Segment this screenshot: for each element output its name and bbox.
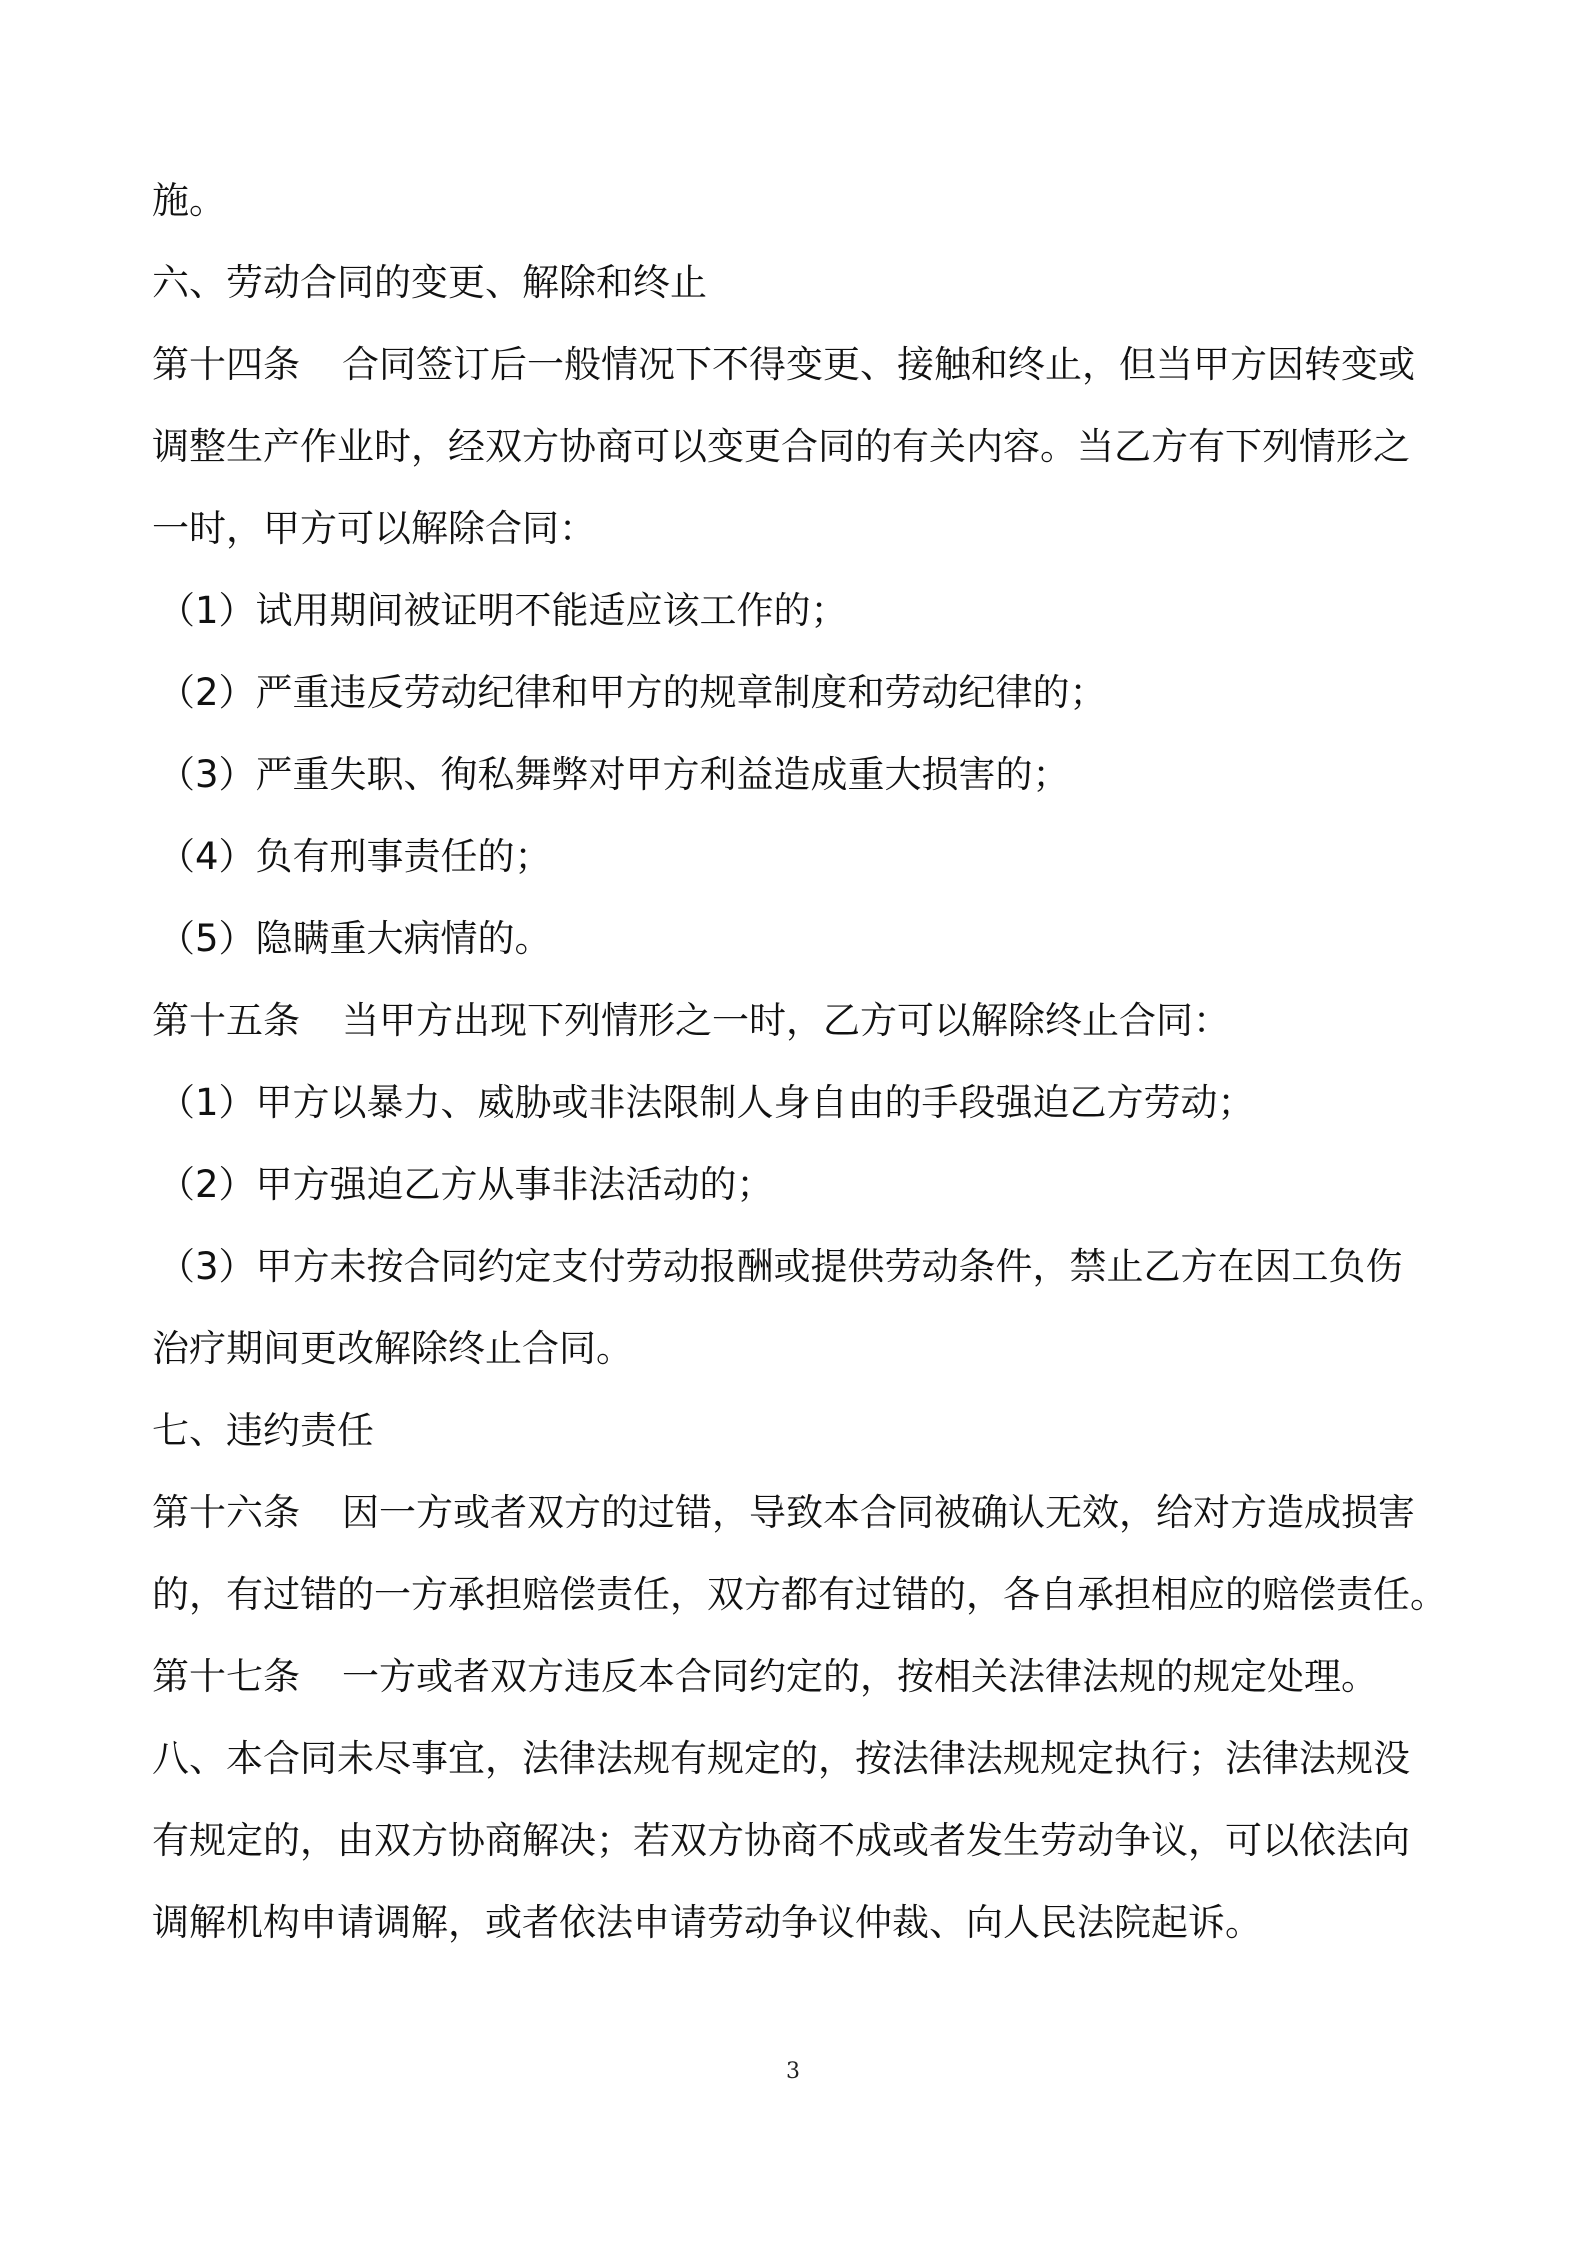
list-item: （5）隐瞒重大病情的。 (158, 917, 552, 960)
list-item: （1）试用期间被证明不能适应该工作的； (158, 589, 848, 632)
text-line: 有规定的，由双方协商解决；若双方协商不成或者发生劳动争议，可以依法向 (152, 1819, 1410, 1862)
list-item: （2）甲方强迫乙方从事非法活动的； (158, 1163, 774, 1206)
page-number: 3 (786, 2059, 800, 2084)
article-number: 第十六条 (152, 1491, 300, 1534)
article-number: 第十四条 (152, 343, 300, 386)
text-line: 施。 (152, 179, 226, 222)
list-item: （2）严重违反劳动纪律和甲方的规章制度和劳动纪律的； (158, 671, 1107, 714)
text-line: 调解机构申请调解，或者依法申请劳动争议仲裁、向人民法院起诉。 (152, 1901, 1262, 1944)
list-item: （3）严重失职、徇私舞弊对甲方利益造成重大损害的； (158, 753, 1070, 796)
text-line: 调整生产作业时，经双方协商可以变更合同的有关内容。当乙方有下列情形之 (152, 425, 1410, 468)
section-heading-6: 六、劳动合同的变更、解除和终止 (152, 261, 707, 304)
list-item: （4）负有刑事责任的； (158, 835, 552, 878)
list-item: （1）甲方以暴力、威胁或非法限制人身自由的手段强迫乙方劳动； (158, 1081, 1255, 1124)
text-line: 的，有过错的一方承担赔偿责任，双方都有过错的，各自承担相应的赔偿责任。 (152, 1573, 1447, 1616)
list-item: （3）甲方未按合同约定支付劳动报酬或提供劳动条件，禁止乙方在因工负伤 (158, 1245, 1403, 1288)
section-heading-7: 七、违约责任 (152, 1409, 374, 1452)
text-line: 一时，甲方可以解除合同： (152, 507, 596, 550)
article-16: 第十六条 因一方或者双方的过错，导致本合同被确认无效，给对方造成损害 (152, 1491, 1415, 1534)
section-heading-8: 八、本合同未尽事宜，法律法规有规定的，按法律法规规定执行；法律法规没 (152, 1737, 1410, 1780)
text-line: 治疗期间更改解除终止合同。 (152, 1327, 633, 1370)
article-15: 第十五条 当甲方出现下列情形之一时，乙方可以解除终止合同： (152, 999, 1230, 1042)
article-17: 第十七条 一方或者双方违反本合同约定的，按相关法律法规的规定处理。 (152, 1655, 1378, 1698)
article-14: 第十四条 合同签订后一般情况下不得变更、接触和终止，但当甲方因转变或 (152, 343, 1415, 386)
article-number: 第十五条 (152, 999, 300, 1042)
article-number: 第十七条 (152, 1655, 300, 1698)
